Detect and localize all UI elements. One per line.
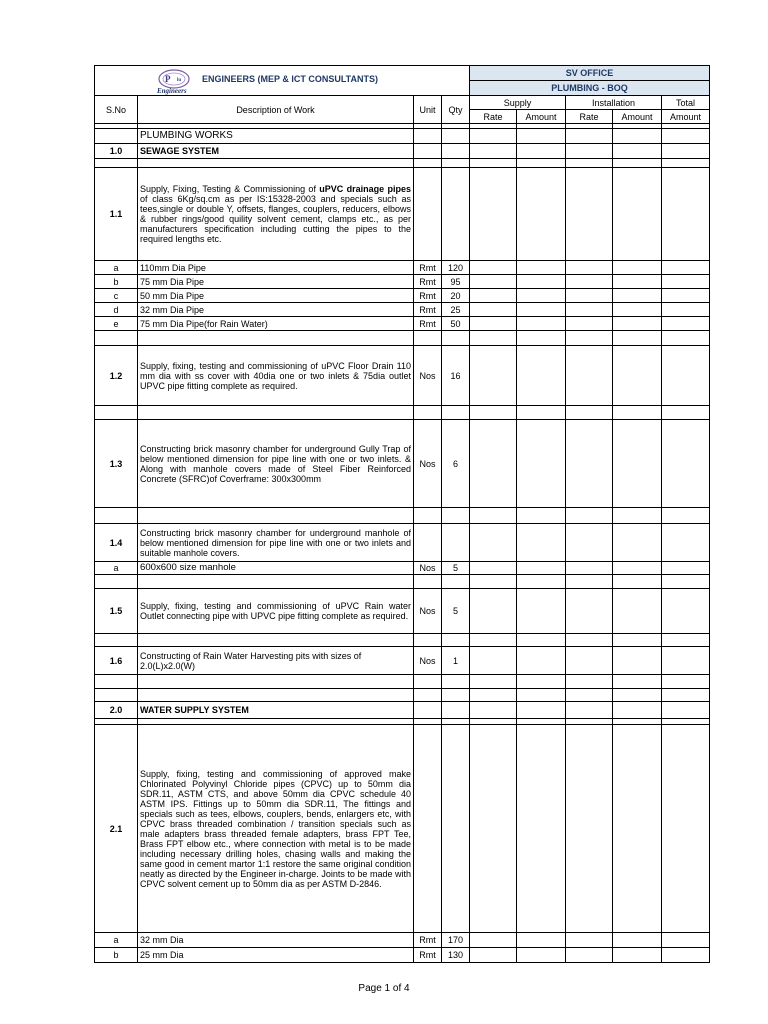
company-logo-icon	[151, 67, 201, 95]
item-number: 1.1	[95, 168, 138, 261]
boq-sheet	[94, 65, 709, 963]
boq-table	[94, 65, 710, 963]
col-qty: Qty	[442, 96, 470, 124]
table-row: a 32 mm Dia Rmt 170	[95, 933, 710, 948]
logo-mark: P	[165, 74, 171, 84]
col-sno: S.No	[95, 96, 138, 124]
item-description: Supply, fixing, testing and commissioning of uPVC Rain water Outlet connecting pipe with UPVC pipe fitting complete as required.	[138, 589, 414, 634]
table-row: a 110mm Dia Pipe Rmt 120	[95, 261, 710, 275]
section-heading: SEWAGE SYSTEM	[138, 144, 414, 159]
section-number: 2.0	[95, 702, 138, 719]
section-heading: WATER SUPPLY SYSTEM	[138, 702, 414, 719]
table-row: 1.3 Constructing brick masonry chamber for underground Gully Trap of below mentioned dimension for pipe line with one or two inlets. & Along with manhole covers made of Steel Fiber Reinforced Concrete (SFRC)of Coverframe: 300x300mm Nos 6	[95, 420, 710, 508]
col-supply-amount: Amount	[517, 110, 566, 124]
item-description: Constructing brick masonry chamber for underground Gully Trap of below mentioned dimension for pipe line with one or two inlets. & Along with manhole covers made of Steel Fiber Reinforced Concrete (SFRC)of Coverframe: 300x300mm	[138, 420, 414, 508]
section-number: 1.0	[95, 144, 138, 159]
table-row	[95, 168, 710, 261]
item-description: Constructing brick masonry chamber for underground manhole of below mentioned dimension for pipe line with one or two inlets and suitable manhole covers.	[138, 524, 414, 562]
table-row: 1.5 Supply, fixing, testing and commissioning of uPVC Rain water Outlet connecting pipe with UPVC pipe fitting complete as required. Nos 5	[95, 589, 710, 634]
document-title: PLUMBING - BOQ	[470, 81, 710, 96]
col-supply: Supply	[470, 96, 566, 110]
table-row: 1.4 Constructing brick masonry chamber for underground manhole of below mentioned dimension for pipe line with one or two inlets and suitable manhole covers.	[95, 524, 710, 562]
col-install-rate: Rate	[566, 110, 613, 124]
table-row	[95, 702, 710, 719]
table-row: c 50 mm Dia Pipe Rmt 20	[95, 289, 710, 303]
item-description: Constructing of Rain Water Harvesting pits with sizes of 2.0(L)x2.0(W)	[138, 647, 414, 675]
table-row: 1.6 Constructing of Rain Water Harvesting pits with sizes of 2.0(L)x2.0(W) Nos 1	[95, 647, 710, 675]
item-description: Supply, fixing, testing and commissioning of approved make Chlorinated Polyvinyl Chloride pipes (CPVC) up to 50mm dia SDR.11, ASTM CTS, and above 50mm dia CPVC schedule 40 ASTM IPS. Fittings up to 50mm dia SDR.11, The fittings and specials such as tees, elbows, couplers, bends, enlargers etc, with CPVC brass threaded combination / transition specials such as male adapters brass threaded female adapters, brass FPT Tee, Brass FPT elbow etc., where connection with metal is to be made including necessary drilling holes, chasing walls and making the same good in cement martor 1:1 restore the same original condition neatly as directed by the Engineer in-charge. Joints to be made with CPVC solvent cement up to 50mm dia as per ASTM D-2846.	[138, 725, 414, 933]
col-total: Total	[662, 96, 710, 110]
col-unit: Unit	[414, 96, 442, 124]
company-header	[95, 66, 470, 96]
table-row: 2.1 Supply, fixing, testing and commissioning of approved make Chlorinated Polyvinyl Chloride pipes (CPVC) up to 50mm dia SDR.11, ASTM CTS, and above 50mm dia CPVC schedule 40 ASTM IPS. Fittings up to 50mm dia SDR.11, The fittings and specials such as tees, elbows, couplers, bends, enlargers etc, with CPVC brass threaded combination / transition specials such as male adapters brass threaded female adapters, brass FPT Tee, Brass FPT elbow etc., where connection with metal is to be made including necessary drilling holes, chasing walls and making the same good in cement martor 1:1 restore the same original condition neatly as directed by the Engineer in-charge. Joints to be made with CPVC solvent cement up to 50mm dia as per ASTM D-2846.	[95, 725, 710, 933]
table-row: b 25 mm Dia Rmt 130	[95, 948, 710, 963]
table-row: e 75 mm Dia Pipe(for Rain Water) Rmt 50	[95, 317, 710, 331]
col-total-amount: Amount	[662, 110, 710, 124]
project-title: SV OFFICE	[470, 66, 710, 81]
col-install-amount: Amount	[613, 110, 662, 124]
table-row: d 32 mm Dia Pipe Rmt 25	[95, 303, 710, 317]
table-row: a 600x600 size manhole Nos 5	[95, 562, 710, 575]
col-description: Description of Work	[138, 96, 414, 124]
table-row	[95, 129, 710, 144]
logo-text: Engineers	[157, 87, 187, 95]
page-number: Page 1 of 4	[358, 983, 410, 994]
col-installation: Installation	[566, 96, 662, 110]
table-row: 1.2 Supply, fixing, testing and commissioning of uPVC Floor Drain 110 mm dia with ss cover with 40dia one or two inlets & 75dia outlet UPVC pipe fitting complete as required. Nos 16	[95, 346, 710, 406]
table-row: b 75 mm Dia Pipe Rmt 95	[95, 275, 710, 289]
svg-text:lu: lu	[177, 78, 182, 83]
item-description: Supply, fixing, testing and commissioning of uPVC Floor Drain 110 mm dia with ss cover with 40dia one or two inlets & 75dia outlet UPVC pipe fitting complete as required.	[138, 346, 414, 406]
section-title: PLUMBING WORKS	[138, 129, 414, 144]
item-description: Supply, Fixing, Testing & Commissioning of uPVC drainage pipes of class 6Kg/sq.cm as per IS:15328-2003 and specials such as tees,single or double Y, offsets, flanges, couplers, reducers, elbows & rubber rings/good quility solvent cement, clamps etc., as per manufacturers specification including cutting the pipes to the required lengths etc.	[138, 168, 414, 261]
table-row	[95, 144, 710, 159]
col-supply-rate: Rate	[470, 110, 517, 124]
company-name: ENGINEERS (MEP & ICT CONSULTANTS)	[202, 74, 379, 84]
